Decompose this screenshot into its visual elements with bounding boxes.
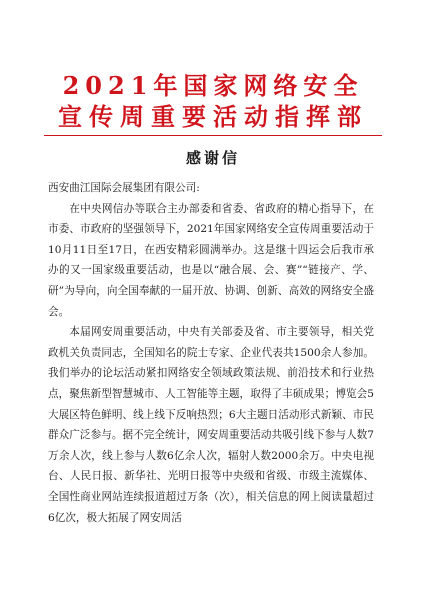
paragraph-2: 本届网安周重要活动，中央有关部委及省、市主要领导，相关党政机关负责同志，全国知名的院士专家、企业代表共1500余人参加。我们举办的论坛活动紧扣网络安全领域政策法规、前沿技术和行业热点，聚焦新型智慧城市、人工智能等主题，取得了丰硕成果；博览会5大展区特色鲜明、线上线下反响热烈；6大主题日活动形式新颖、市民群众广泛参与。据不完全统计，网安周重要活动共吸引线下参与人数7万余人次，线上参与人数6亿余人次，辐射人数2000余万。中央电视台、人民日报、新华社、光明日报等中央级和省级、市级主流媒体、全国性商业网站连续报道超过万条（次），相关信息的网上阅读量超过6亿次，极大拓展了网安周活 <box>48 326 374 524</box>
salutation: 西安曲江国际会展集团有限公司: <box>48 182 200 194</box>
letterhead <box>0 70 426 132</box>
letterhead-line-1: 2021年国家网络安全 <box>62 71 364 100</box>
paragraph-1: 在中央网信办等联合主办部委和省委、省政府的精心指导下，在市委、市政府的坚强领导下，2021年国家网络安全宣传周重要活动于10月11日至17日，在西安精彩圆满举办。这是继十四运会后我市承办的又一国家级重要活动，也是以“融合展、会、赛”“链接产、学、研”为导向，向全国奉献的一届开放、协调、创新、高效的网络安全盛会。 <box>48 202 374 318</box>
letter-body <box>48 178 374 528</box>
letterhead-divider <box>44 135 382 136</box>
letter-title: 感谢信 <box>185 149 240 167</box>
letterhead-line-2: 宣传周重要活动指挥部 <box>58 102 368 131</box>
